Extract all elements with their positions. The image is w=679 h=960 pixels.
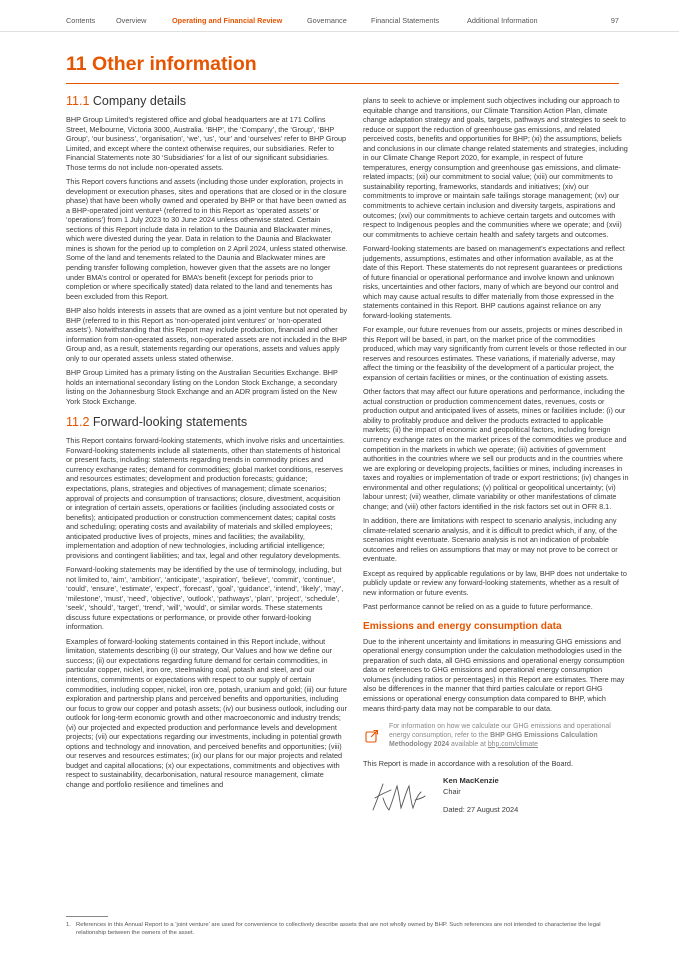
- nav-contents[interactable]: Contents: [66, 16, 96, 25]
- signature-image: [369, 780, 427, 814]
- right-column: [363, 96, 629, 834]
- section-title: Company details: [92, 94, 186, 108]
- climate-link[interactable]: bhp.com/climate: [487, 740, 538, 748]
- top-navigation: [66, 14, 619, 30]
- paragraph: BHP Group Limited’s registered office and global headquarters are at 171 Collins Street, Melbourne, Victoria 3000, Australia. ‘BHP’, the ‘Company’, the ‘Group’, ‘BHP Group’, ‘our business’, ‘organisation’, ‘we’, ‘us’, ‘our’ and ‘ourselves’ refer to BHP Group Limited, and except where the context otherwise requires, our subsidiaries. Refer to Financial Statements note 30 ‘Subsidiaries’ for a list of our significant subsidiaries. Those terms do not include non-operated assets.: [66, 115, 347, 172]
- signatory-role: Chair: [443, 786, 461, 796]
- paragraph: Other factors that may affect our future operations and performance, including the actual construction or production commencement dates, revenues, costs or production output and anticipated lives of assets, mines or facilities include: (i) our ability to profitably produce and deliver the products extracted to applicable markets; (ii) the impact of economic and geopolitical factors, including foreign currency exchange rates on the market prices of the commodities we produce and competition in the markets in which we operate; (iii) activities of government authorities in the countries where we sell our products and in the countries where we are exploring or developing projects, facilities or mines, including increases in taxes and royalties or implementation of trade or export restrictions; (iv) changes in environmental and other regulations; (v) political or geopolitical uncertainty; (vi) labour unrest; (vii) weather, climate variability or other manifestations of climate change; and (viii) other factors identified in the risk factors set out in OFR 8.1.: [363, 387, 629, 511]
- footnote-text: References in this Annual Report to a ‘joint venture’ are used for convenience to collectively describe assets that are not wholly owned by BHP. Such references are not intended to characterise the legal relationship between the owners of the asset.: [76, 922, 601, 936]
- paragraph: BHP Group Limited has a primary listing on the Australian Securities Exchange. BHP holds an international secondary listing on the London Stock Exchange, a secondary listing on the Johannesburg Stock Exchange and an ADR program listed on the New York Stock Exchange.: [66, 368, 338, 406]
- page-number: 97: [610, 16, 619, 25]
- paragraph: Due to the inherent uncertainty and limitations in measuring GHG emissions and operational energy consumption under the calculation methodologies used in the preparation of such data, all GHG emissions and operational energy consumption data or references to GHG emissions and operational energy consumption volumes (including ratios or percentages) in this Report are estimates. There may also be differences in the manner that third parties calculate or report GHG emissions or operational energy consumption data compared to BHP, which means third-party data may not be comparable to our data.: [363, 636, 625, 713]
- nav-operating-financial-review[interactable]: Operating and Financial Review: [172, 16, 283, 25]
- nav-governance[interactable]: Governance: [307, 16, 347, 25]
- footnote-number: 1.: [66, 922, 71, 928]
- paragraph: Except as required by applicable regulations or by law, BHP does not undertake to publicly update or review any forward-looking statements, whether as a result of new information or future events.: [363, 568, 627, 597]
- paragraph: For example, our future revenues from our assets, projects or mines described in this Report will be based, in part, on the market price of the commodities produced, which may vary significantly from current levels or those reflected in our reserves and resources estimates. These variations, if materially adverse, may affect the timing or the feasibility of the development of a particular project, the expansion of certain facilities or mines, or the continuation of existing assets.: [363, 325, 627, 382]
- board-resolution: This Report is made in accordance with a resolution of the Board.: [363, 759, 573, 769]
- section-number: 11.2: [66, 415, 90, 430]
- info-document-title: BHP GHG Emissions Calculation Methodology 2024: [389, 731, 598, 748]
- section-heading-forward-looking: [66, 415, 348, 430]
- left-column: [66, 94, 348, 794]
- paragraph: This Report covers functions and assets (including those under exploration, projects in development or execution phases, sites and operations that are closed or in the closure phase) that have been wholly owned and operated by BHP or that have been owned as a BHP-operated joint venture¹ (referred to in this Report as ‘operated assets’ or ‘operations’) from 1 July 2023 to 30 June 2024 unless otherwise stated. Certain sections of this Report include data in relation to the Daunia and Blackwater mines, which were divested during the year. Data in relation to the Daunia and Blackwater mines is shown for the period up to completion on 2 April 2024, unless stated otherwise. Some of the land and tenements related to the Daunia and Blackwater mines are pending transfer following completion, however given that the assets are no longer under BMA’s control or operated for BMA’s benefit (except for periods prior to completion or where specifically stated) data related to the land and tenements has been excluded from this Report.: [66, 177, 348, 301]
- signature-date: Dated: 27 August 2024: [443, 804, 519, 814]
- title-divider: [66, 83, 619, 84]
- page-title: 11 Other information: [66, 53, 257, 75]
- paragraph: plans to seek to achieve or implement such objectives including our approach to equitable change and transitions, our Climate Transition Action Plan, climate change adaptation strategy and goals, targets, pathways and strategies to seek to reduce or support the reduction of greenhouse gas emissions, and related perceived costs, benefits and opportunities for BHP; (xi) the assumptions, beliefs and conclusions in our climate change related statements and strategies, including in our Climate Change Report 2020, for example, in respect of future temperatures, energy consumption and greenhouse gas emissions, and climate-related impacts; (xii) our commitment to social value; (xiii) our commitments to sustainability reporting, frameworks, standards and initiatives; (xiv) our commitments to improve or maintain safe tailings storage management; (xv) our commitments to achieve certain inclusion and diversity targets, aspirations and outcomes; (xvi) our commitments to achieve certain targets and outcomes with respect to Indigenous peoples and the communities where we operate; and (xvii) our commitments to achieve certain health and safety targets and outcomes.: [363, 96, 628, 239]
- nav-additional-information[interactable]: Additional Information: [467, 16, 538, 25]
- info-text: For information on how we calculate our GHG emissions and operational energy consumption, refer to the: [389, 723, 611, 739]
- section-title: Forward-looking statements: [92, 415, 248, 430]
- paragraph: Forward-looking statements may be identified by the use of terminology, including, but not limited to, ‘aim’, ‘ambition’, ‘anticipate’, ‘aspiration’, ‘believe’, ‘commit’, ‘continue’, ‘could’, ‘ensure’, ‘estimate’, ‘expect’, ‘forecast’, ‘goal’, ‘guidance’, ‘intend’, ‘likely’, ‘may’, ‘milestone’, ‘must’, ‘need’, ‘objective’, ‘outlook’, ‘pathways’, ‘plan’, ‘project’, ‘schedule’, ‘seek’, ‘should’, ‘target’, ‘trend’, ‘will’, ‘would’, or similar words. These statements discuss future expectations or performance, or provide other forward-looking information.: [66, 565, 344, 632]
- paragraph: In addition, there are limitations with respect to scenario analysis, including any climate-related scenario analysis, and it is difficult to predict which, if any, of the scenarios might eventuate. Scenario analysis is not an indication of probable outcomes and relies on assumptions that may or may not prove to be correct or eventuate.: [363, 516, 618, 564]
- nav-overview[interactable]: Overview: [116, 16, 147, 25]
- paragraph: BHP also holds interests in assets that are owned as a joint venture but not operated by BHP (referred to in this Report as ‘non-operated joint ventures’ or ‘non-operated assets’). Notwithstanding that this Report may include production, financial and other information from non-operated assets, non-operated assets are not included in the BHP Group and, as a result, statements regarding our operations, assets and values apply only to our operated assets unless stated otherwise.: [66, 305, 348, 363]
- signature-block: [363, 774, 629, 834]
- nav-financial-statements[interactable]: Financial Statements: [371, 16, 440, 25]
- header-divider: [0, 31, 679, 32]
- external-link-icon: [365, 729, 379, 743]
- signatory-name: Ken MacKenzie: [443, 775, 499, 785]
- section-number: 11.1: [66, 94, 90, 108]
- section-heading-company-details: [66, 94, 348, 109]
- info-callout: [363, 723, 629, 749]
- footnote: [66, 922, 624, 937]
- subheading-emissions: Emissions and energy consumption data: [363, 620, 562, 632]
- paragraph: Forward-looking statements are based on management’s expectations and reflect judgements, assumptions, estimates and other information available, as at the date of this Report. These statements do not represent guarantees or predictions of future financial or operational performance and involve known and unknown risks, uncertainties and other factors, many of which are beyond our control and which may cause actual results to differ materially from those expressed in the statements contained in this Report. BHP cautions against reliance on any forward-looking statements.: [363, 244, 625, 320]
- paragraph: Examples of forward-looking statements contained in this Report include, without limitation, statements describing (i) our strategy, Our Values and how we define our success; (ii) our expectations regarding future demand for certain commodities, in particular copper, nickel, iron ore, steelmaking coal, potash and steel, and our intentions, commitments or expectations with respect to our supply of certain commodities, including copper, nickel, iron ore, potash, uranium and gold; (iii) our future exploration and partnership plans and perceived benefits and opportunities, including our focus to grow our copper and potash assets; (iv) our business outlook, including our outlook for long-term economic growth and other macroeconomic and industry trends; (vi) our projected and expected production and performance levels and development projects; (vii) our expectations regarding our investments, including in potential growth options and technology and innovation, and perceived benefits and opportunities; (viii) our reserves and resources estimates; (ix) our plans for our major projects and related budget and capital allocations; (x) our expectations, commitments and objectives with respect to sustainability, decarbonisation, natural resource management, climate change and portfolio resilience and timelines and: [66, 636, 347, 789]
- paragraph: Past performance cannot be relied on as a guide to future performance.: [363, 602, 593, 612]
- footnote-divider: [66, 916, 108, 917]
- paragraph: This Report contains forward-looking statements, which involve risks and uncertainties. Forward-looking statements include all statements, other than statements of historical or present facts, including: statements regarding trends in commodity prices and currency exchange rates; demand for commodities; global market conditions, reserves and resources estimates; development and production forecasts; guidance; expectations, plans, strategies and objectives of management; climate scenarios; approval of projects and consumption of transactions; closure, divestment, acquisition or integration of certain assets, operations or facilities (including associated costs or benefits); anticipated production or construction commencement dates; capital costs and scheduling; operating costs and availability of materials and skilled employees; anticipated productive lives of projects, mines and facilities; the availability, implementation and adoption of new technologies, including artificial intelligence; provisions and contingent liabilities; and tax, legal and other regulatory developments.: [66, 436, 345, 560]
- info-text: available at: [449, 740, 488, 748]
